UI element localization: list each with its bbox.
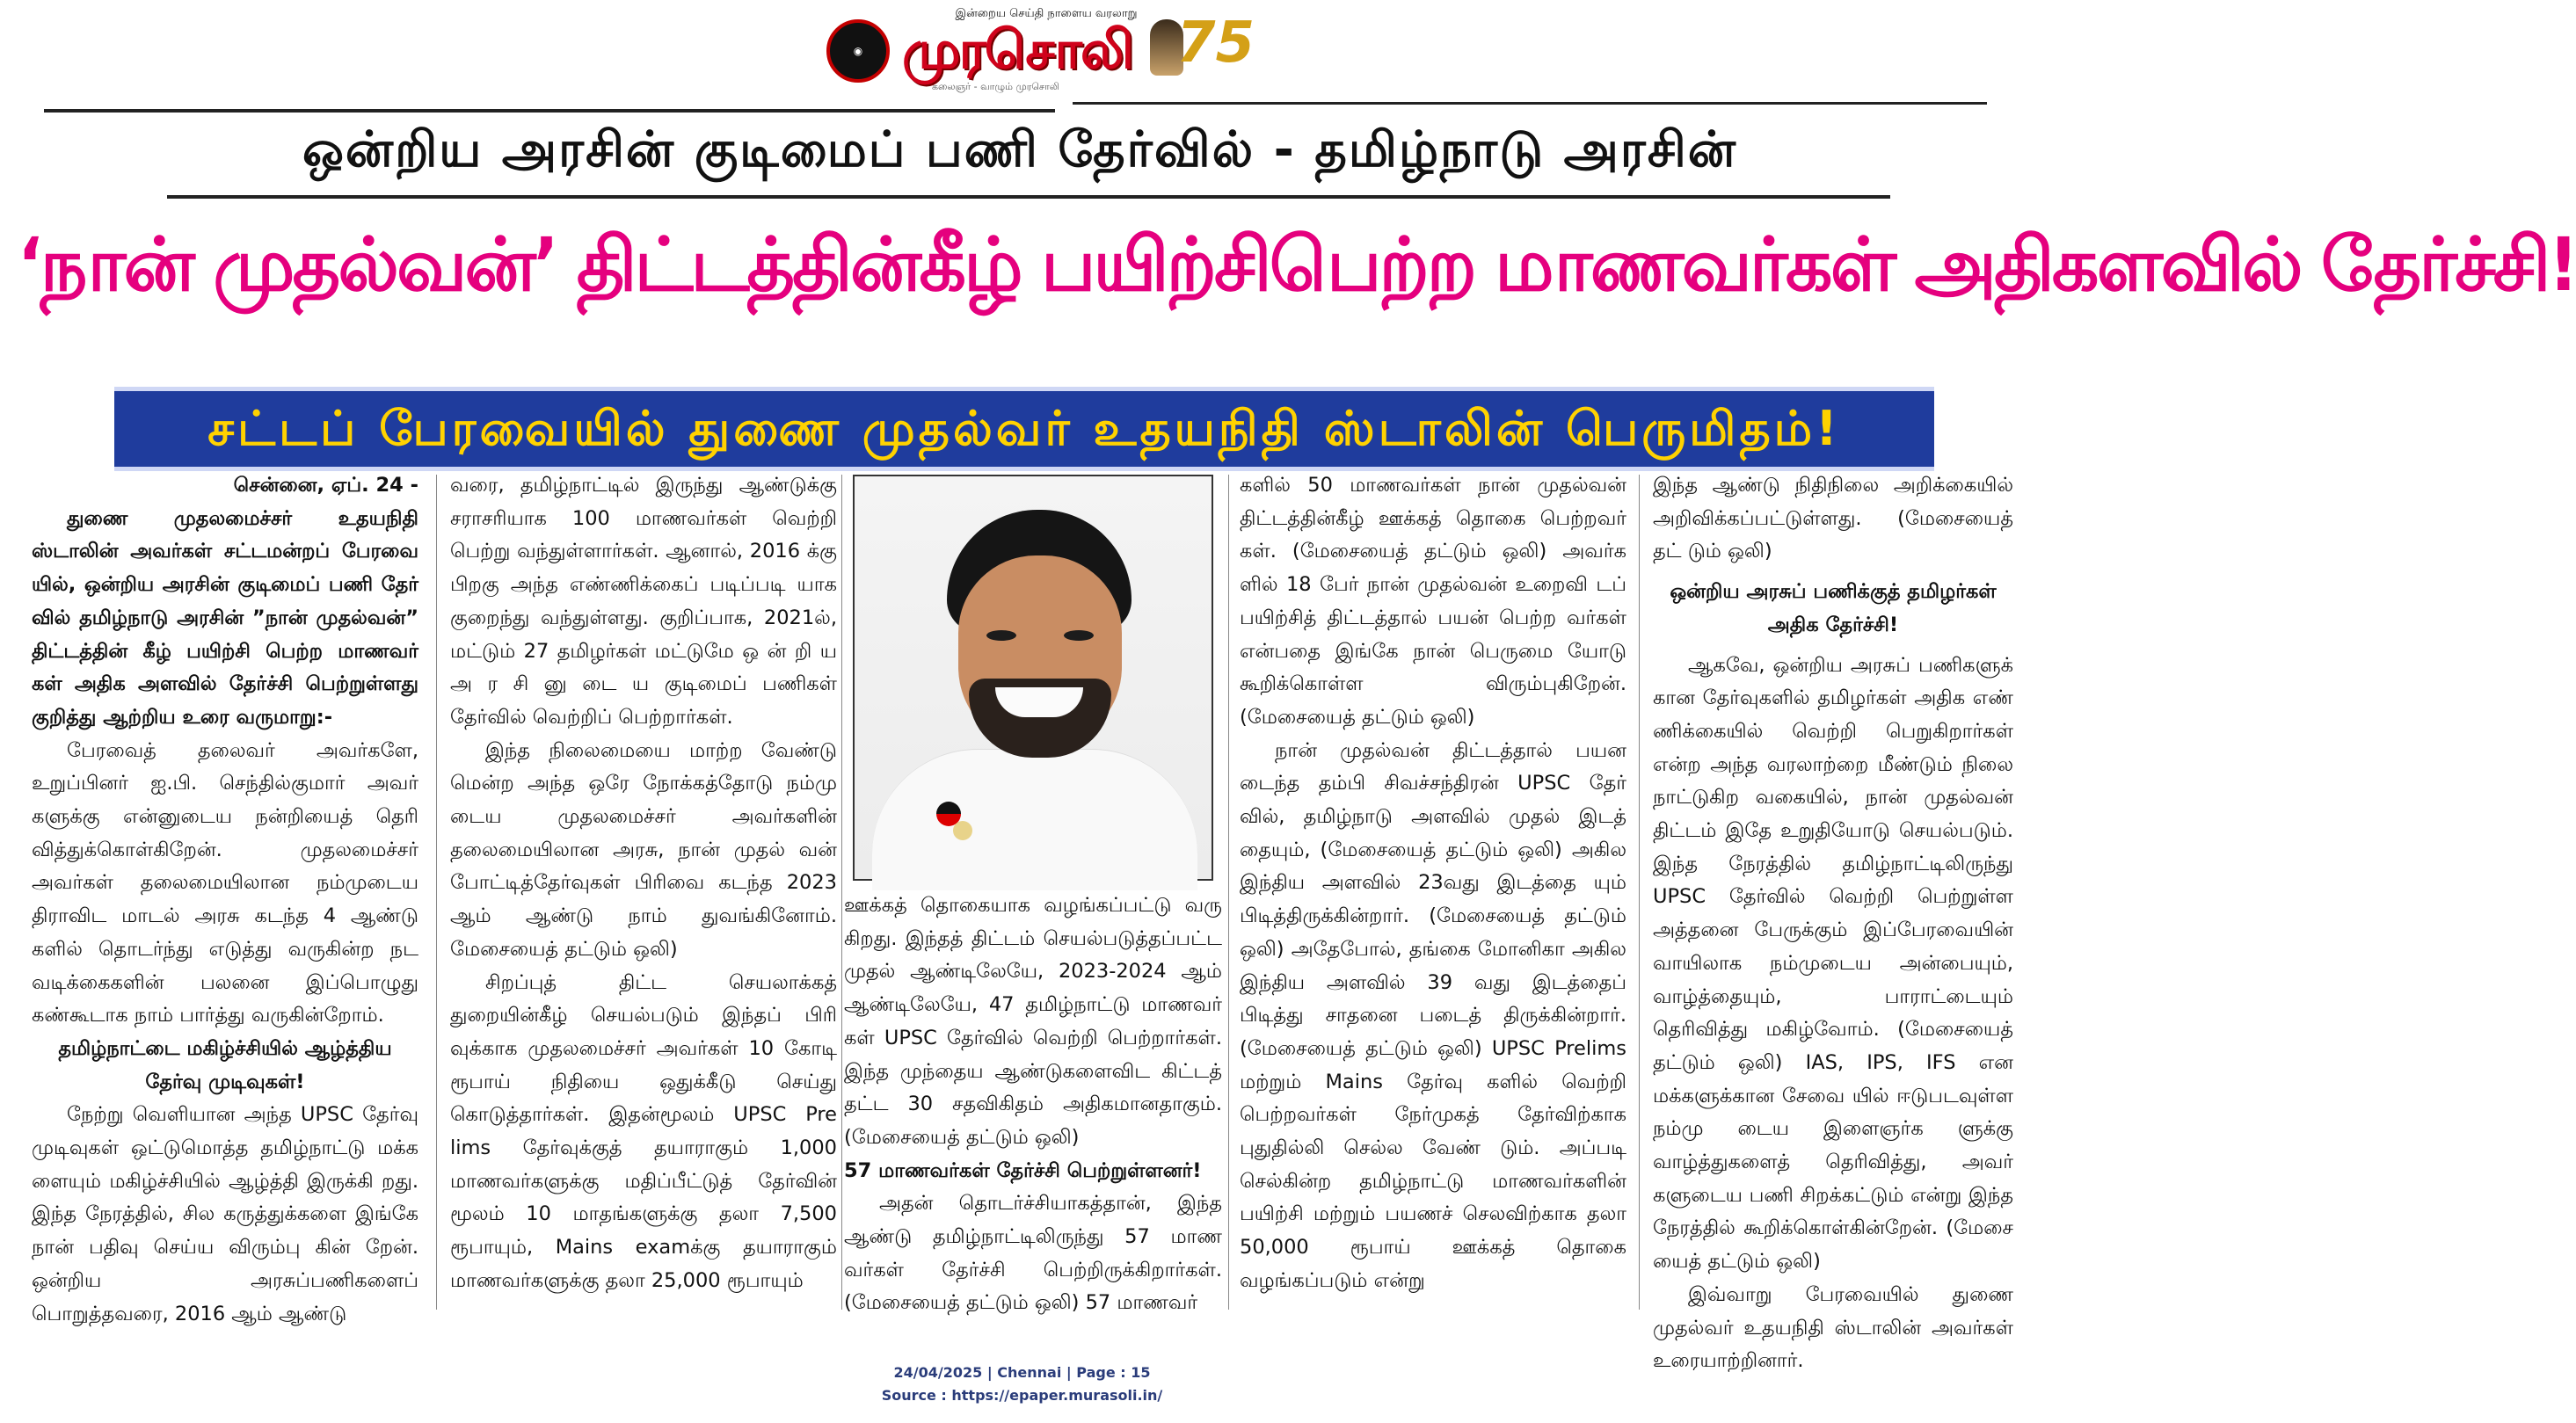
masthead-rule-left [44,109,1055,113]
article-column-3 [844,889,1222,1320]
body-paragraph: இந்த ஆண்டு நிதிநிலை அறிக்கையில் அறிவிக்கப்பட்டுள்ளது. (மேசையைத் தட் டும் ஒலி) [1653,474,2013,563]
masthead-rule-right [1073,102,1987,105]
anniversary-number: 75 [1176,11,1255,76]
badge-icon [953,821,972,840]
photo-eye [986,630,1016,641]
banner-text: சட்டப் பேரவையில் துணை முதல்வர் உதயநிதி ஸ்டாலின் பெருமிதம்! [207,401,1841,456]
article-column-1 [32,469,418,1331]
body-paragraph: வரை, தமிழ்நாட்டில் இருந்து ஆண்டுக்கு சராசரியாக 100 மாணவர்கள் வெற்றி பெற்று வந்துள்ளார்கள். ஆனால், 2016 க்கு பிறகு அந்த எண்ணிக்கைப் படிப்படி யாக குறைந்து வந்துள்ளது. குறிப்பாக, 2021ல், மட்டும் 27 தமிழர்கள் மட்டுமே ஒ ன் றி ய அ ர சி னு டை ய குடிமைப் பணிகள் தேர்வில் வெற்றிப் பெற்றார்கள். [450,474,837,729]
masthead-tagline: இன்றைய செய்தி நாளைய வரலாறு [955,7,1138,20]
article-column-4 [1240,469,1626,1298]
sub-headline-banner [114,387,1934,471]
portrait-photo [853,475,1213,881]
masthead-name: முரசொலி [902,19,1132,81]
column-divider [436,475,437,1310]
subheading: 57 மாணவர்கள் தேர்ச்சி பெற்றுள்ளனர்! [844,1158,1202,1182]
body-paragraph: சிறப்புத் திட்ட செயலாக்கத் துறையின்கீழ் செயல்படும் இந்தப் பிரி வுக்காக முதலமைச்சர் அவர்கள் 10 கோடி ரூபாய் நிதியை ஒதுக்கீடு செய்து கொடுத்தார்கள். இதன்மூலம் UPSC Pre lims தேர்வுக்குத் தயாராகும் 1,000 மாணவர்களுக்கு மதிப்பீட்டுத் தேர்வின் மூலம் 10 மாதங்களுக்கு தலா 7,500 ரூபாயும், Mains examக்கு தயாராகும் மாணவர்களுக்கு தலா 25,000 ரூபாயும் [450,970,837,1292]
kicker-headline: ஒன்றிய அரசின் குடிமைப் பணி தேர்வில் - தமிழ்நாடு அரசின் [302,121,1737,178]
body-paragraph: பேரவைத் தலைவர் அவர்களே, உறுப்பினர் ஐ.பி. செந்தில்குமார் அவர் களுக்கு என்னுடைய நன்றியைத் தெரி வித்துக்கொள்கிறேன். முதலமைச்சர் அவர்கள் தலைமையிலான நம்முடைய திராவிட மாடல் அரசு கடந்த 4 ஆண்டு களில் தொடர்ந்து எடுத்து வருகின்ற நட வடிக்கைகளின் பலனை இப்பொழுது கண்கூடாக நாம் பார்த்து வருகின்றோம். [32,738,418,1027]
body-paragraph: நான் முதல்வன் திட்டத்தால் பயன டைந்த தம்பி சிவச்சந்திரன் UPSC தேர் வில், தமிழ்நாடு அளவில் முதல் இடத் தையும், (மேசையைத் தட்டும் ஒலி) அகில இந்திய அளவில் 23வது இடத்தை யும் பிடித்திருக்கின்றார். (மேசையைத் தட்டும் ஒலி) அதேபோல், தங்கை மோனிகா அகில இந்திய அளவில் 39 வது இடத்தைப் பிடித்து சாதனை படைத் திருக்கின்றார். (மேசையைத் தட்டும் ஒலி) UPSC Prelims மற்றும் Mains தேர்வு களில் வெற்றி பெற்றவர்கள் நேர்முகத் தேர்விற்காக புதுதில்லி செல்ல வேண் டும். அப்படி செல்கின்ற தமிழ்நாட்டு மாணவர்களின் பயிற்சி மற்றும் பயணச் செலவிற்காக தலா 50,000 ரூபாய் ஊக்கத் தொகை வழங்கப்படும் என்று [1240,738,1626,1292]
column-divider [841,475,842,1310]
photo-shirt [872,749,1197,890]
intro-paragraph: துணை முதலமைச்சர் உதயநிதி ஸ்டாலின் அவர்கள் சட்டமன்றப் பேரவை யில், ஒன்றிய அரசின் குடிமைப் பணி தேர் வில் தமிழ்நாடு அரசின் ”நான் முதல்வன்” திட்டத்தின் கீழ் பயிற்சி பெற்ற மாணவர் கள் அதிக அளவில் தேர்ச்சி பெற்றுள்ளது குறித்து ஆற்றிய உரை வருமாறு:- [32,506,418,729]
body-paragraph: ஊக்கத் தொகையாக வழங்கப்பட்டு வரு கிறது. இந்தத் திட்டம் செயல்படுத்தப்பட்ட முதல் ஆண்டிலேயே, 2023-2024 ஆம் ஆண்டிலேயே, 47 தமிழ்நாட்டு மாணவர் கள் UPSC தேர்வில் வெற்றி பெற்றார்கள். இந்த முந்தைய ஆண்டுகளைவிட கிட்டத் தட்ட 30 சதவிகிதம் அதிகமானதாகும். (மேசையைத் தட்டும் ஒலி) [844,894,1222,1149]
masthead [0,0,2044,105]
column-divider [1639,475,1640,1310]
anniversary-emblem [1150,11,1255,91]
body-paragraph: இந்த நிலைமையை மாற்ற வேண்டு மென்ற அந்த ஒரே நோக்கத்தோடு நம்மு டைய முதலமைச்சர் அவர்களின் தலைமையிலான அரசு, நான் முதல் வன் போட்டித்தேர்வுகள் பிரிவை கடந்த 2023 ஆம் ஆண்டு நாம் துவங்கினோம். மேசையைத் தட்டும் ஒலி) [450,738,837,961]
masthead-subtitle: கலைஞர் - வாழும் முரசொலி [932,81,1059,92]
body-paragraph: நேற்று வெளியான அந்த UPSC தேர்வு முடிவுகள் ஒட்டுமொத்த தமிழ்நாட்டு மக்க ளையும் மகிழ்ச்சியில் ஆழ்த்தி இருக்கி றது. இந்த நேரத்தில், சில கருத்துக்களை இங்கே நான் பதிவு செய்ய விரும்பு கின் றேன். ஒன்றிய அரசுப்பணிகளைப் பொறுத்தவரை, 2016 ஆம் ஆண்டு [32,1103,418,1325]
party-seal-icon: ◉ [826,19,890,83]
dateline: சென்னை, ஏப். 24 - [233,474,418,497]
article-column-2 [450,469,837,1298]
subheading: ஒன்றிய அரசுப் பணிக்குத் தமிழர்கள் அதிக தேர்ச்சி! [1670,580,1997,636]
footer-dateline: 24/04/2025 | Chennai | Page : 15 [893,1364,1151,1381]
body-paragraph: ஆகவே, ஒன்றிய அரசுப் பணிகளுக் கான தேர்வுகளில் தமிழர்கள் அதிக எண் ணிக்கையில் வெற்றி பெறுகிறார்கள் என்ற அந்த வரலாற்றை மீண்டும் நிலை நாட்டுகிற வகையில், நான் முதல்வன் திட்டம் இதே உறுதியோடு செயல்படும். இந்த நேரத்தில் தமிழ்நாட்டிலிருந்து UPSC தேர்வில் வெற்றி பெற்றுள்ள அத்தனை பேருக்கும் இப்பேரவையின் வாயிலாக நம்முடைய அன்பையும், வாழ்த்தையும், பாராட்டையும் தெரிவித்து மகிழ்வோம். (மேசையைத் தட்டும் ஒலி) IAS, IPS, IFS என மக்களுக்கான சேவை யில் ஈடுபடவுள்ள நம்மு டைய இளைஞர்க ளுக்கு வாழ்த்துகளைத் தெரிவித்து, அவர் களுடைய பணி சிறக்கட்டும் என்று இந்த நேரத்தில் கூறிக்கொள்கின்றேன். (மேசை யைத் தட்டும் ஒலி) [1653,653,2013,1274]
main-headline: ‘நான் முதல்வன்’ திட்டத்தின்கீழ் பயிற்சிபெற்ற மாணவர்கள் அதிகளவில் தேர்ச்சி! [18,221,2576,308]
kicker-rule [167,195,1890,199]
subheading: தமிழ்நாட்டை மகிழ்ச்சியில் ஆழ்த்திய தேர்வு முடிவுகள்! [58,1036,392,1093]
body-paragraph: அதன் தொடர்ச்சியாகத்தான், இந்த ஆண்டு தமிழ்நாட்டிலிருந்து 57 மாண வர்கள் தேர்ச்சி பெற்றிருக்கிறார்கள். (மேசையைத் தட்டும் ஒலி) 57 மாணவர் [844,1192,1222,1315]
article-column-5 [1653,469,2013,1378]
body-paragraph: களில் 50 மாணவர்கள் நான் முதல்வன் திட்டத்தின்கீழ் ஊக்கத் தொகை பெற்றவர் கள். (மேசையைத் தட்டும் ஒலி) அவர்க ளில் 18 பேர் நான் முதல்வன் உறைவி டப் பயிற்சித் திட்டத்தால் பயன் பெற்ற வர்கள் என்பதை இங்கே நான் பெருமை யோடு கூறிக்கொள்ள விரும்புகிறேன். (மேசையைத் தட்டும் ஒலி) [1240,474,1626,729]
newspaper-logo [826,7,1255,95]
body-paragraph: இவ்வாறு பேரவையில் துணை முதல்வர் உதயநிதி ஸ்டாலின் அவர்கள் உரையாற்றினார். [1653,1282,2013,1373]
footer-source-link[interactable]: Source : https://epaper.murasoli.in/ [881,1387,1163,1404]
column-divider [1228,475,1229,1310]
photo-eye [1064,630,1094,641]
